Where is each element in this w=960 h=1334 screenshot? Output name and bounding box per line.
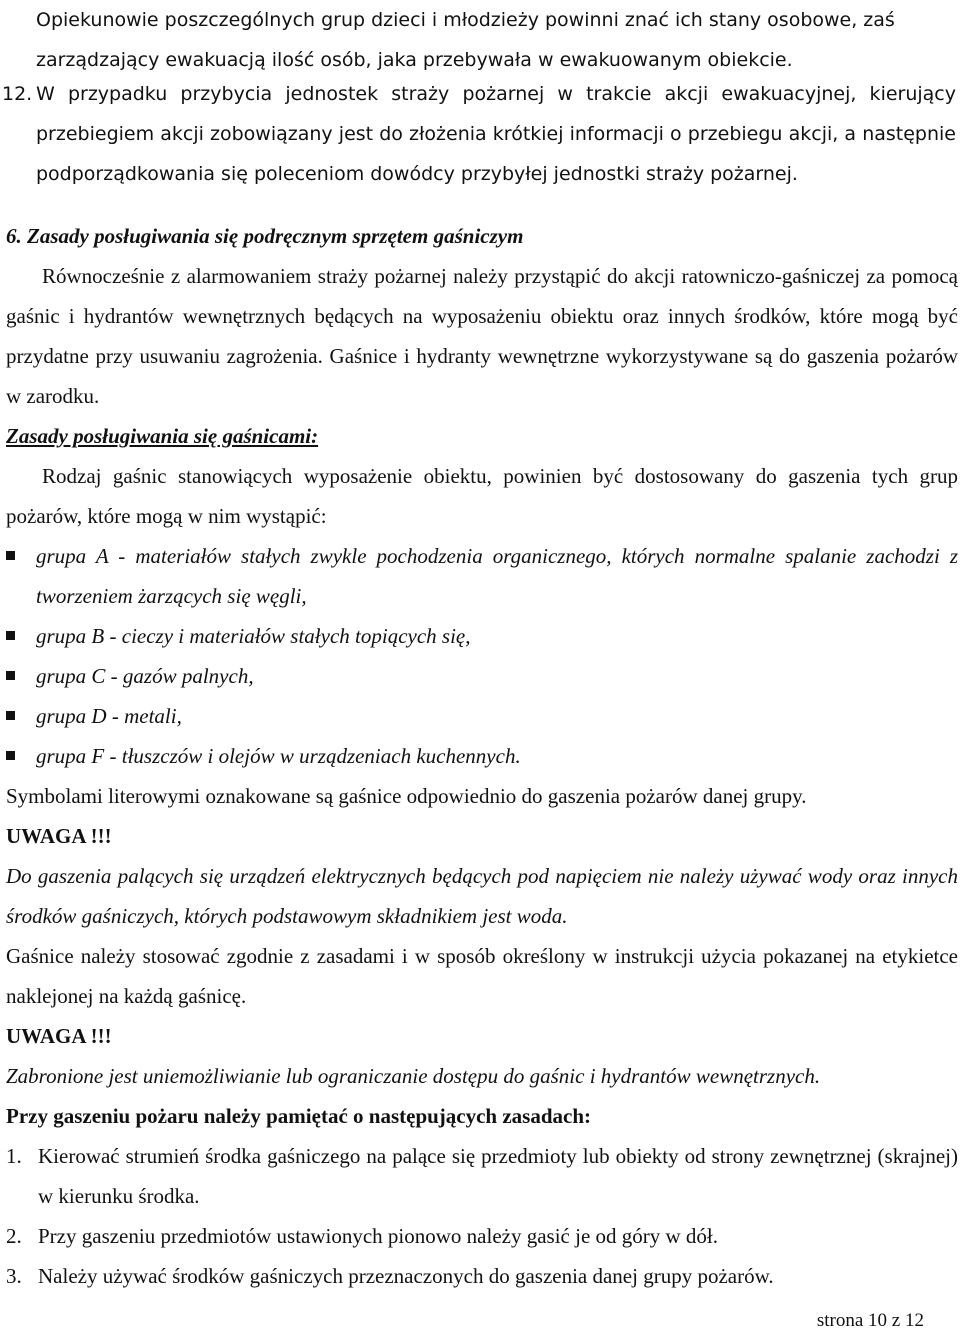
- page-number: strona 10 z 12: [816, 1310, 924, 1331]
- rules-list: [6, 1136, 958, 1296]
- square-bullet-icon: [6, 751, 15, 760]
- section-heading: 6. Zasady posługiwania się podręcznym sprzętem gaśniczym: [6, 224, 524, 248]
- list-item: grupa B - cieczy i materiałów stałych topiących się,: [6, 616, 958, 656]
- fire-groups-list: [6, 536, 958, 776]
- section-6: [6, 216, 958, 1296]
- warning-label: UWAGA !!!: [6, 824, 112, 848]
- symbols-note: Symbolami literowymi oznakowane są gaśnice odpowiednio do gaszenia pożarów danej grupy.: [6, 784, 807, 808]
- list-item: 1. Kierować strumień środka gaśniczego na palące się przedmioty lub obiekty od strony zewnętrznej (skrajnej) w kierunku środka.: [6, 1144, 958, 1208]
- warning-text-electrical: Do gaszenia palących się urządzeń elektrycznych będących pod napięciem nie należy używać wody oraz innych środków gaśniczych, których podstawowym składnikiem jest woda.: [6, 864, 958, 928]
- list-item: grupa A - materiałów stałych zwykle pochodzenia organicznego, których normalne spalanie zachodzi z tworzeniem żarzących się węgli,: [6, 536, 958, 616]
- guardians-line-1: Opiekunowie poszczególnych grup dzieci i młodzieży powinni znać ich stany osobowe, zaś: [36, 9, 895, 31]
- item-12-text: W przypadku przybycia jednostek straży pożarnej w trakcie akcji ewakuacyjnej, kierujący przebiegiem akcji zobowiązany jest do złożenia krótkiej informacji o przebiegu akcji, a następnie podporządkowania się poleceniom dowódcy przybyłej jednostki straży pożarnej.: [36, 83, 956, 185]
- list-item-12: [2, 74, 956, 194]
- item-number: 12.: [2, 83, 33, 105]
- square-bullet-icon: [6, 631, 15, 640]
- square-bullet-icon: [6, 551, 15, 560]
- list-item: grupa D - metali,: [6, 696, 958, 736]
- usage-note: Gaśnice należy stosować zgodnie z zasadami i w sposób określony w instrukcji użycia pokazanej na etykietce naklejonej na każdą gaśnicę.: [6, 944, 958, 1008]
- list-item: grupa C - gazów palnych,: [6, 656, 958, 696]
- section-paragraph: Równocześnie z alarmowaniem straży pożarnej należy przystąpić do akcji ratowniczo-gaśniczej za pomocą gaśnic i hydrantów wewnętrznych będących na wyposażeniu obiektu oraz innych środków, które mogą być przydatne przy usuwaniu zagrożenia. Gaśnice i hydranty wewnętrzne wykorzystywane są do gaszenia pożarów w zarodku.: [6, 264, 958, 408]
- square-bullet-icon: [6, 671, 15, 680]
- list-item: 3. Należy używać środków gaśniczych przeznaczonych do gaszenia danej grupy pożarów.: [6, 1264, 774, 1288]
- rules-heading: Przy gaszeniu pożaru należy pamiętać o następujących zasadach:: [6, 1104, 592, 1128]
- extinguisher-intro: Rodzaj gaśnic stanowiących wyposażenie obiektu, powinien być dostosowany do gaszenia tych grup pożarów, które mogą w nim wystąpić:: [6, 464, 958, 528]
- extinguisher-subheading: Zasady posługiwania się gaśnicami:: [6, 424, 319, 448]
- warning-text-access: Zabronione jest uniemożliwianie lub ograniczanie dostępu do gaśnic i hydrantów wewnętrznych.: [6, 1064, 821, 1088]
- list-item: 2. Przy gaszeniu przedmiotów ustawionych pionowo należy gasić je od góry w dół.: [6, 1224, 719, 1248]
- paragraph-guardians: [36, 0, 956, 80]
- warning-label: UWAGA !!!: [6, 1024, 112, 1048]
- guardians-line-2: zarządzający ewakuacją ilość osób, jaka przebywała w ewakuowanym obiekcie.: [36, 49, 793, 71]
- square-bullet-icon: [6, 711, 15, 720]
- list-item: grupa F - tłuszczów i olejów w urządzeniach kuchennych.: [6, 736, 958, 776]
